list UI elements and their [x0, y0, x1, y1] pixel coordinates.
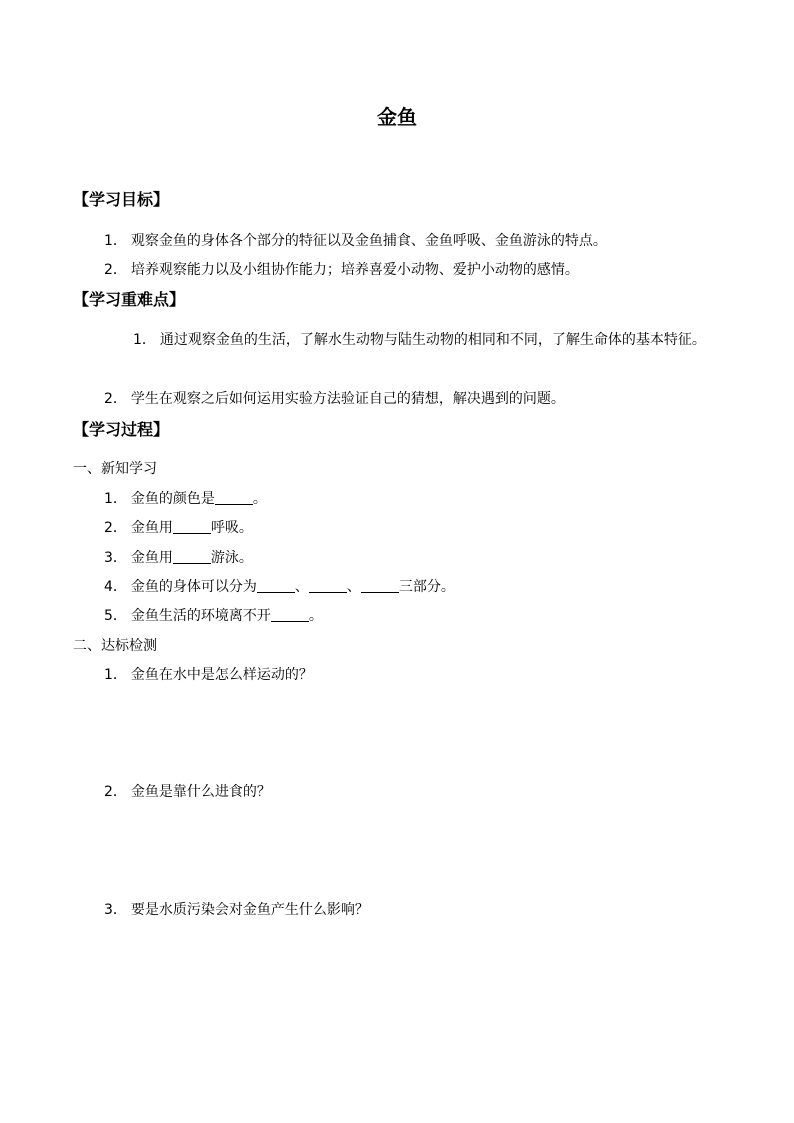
- fill-text: 金鱼的颜色是: [130, 491, 215, 507]
- answer-blank[interactable]: [361, 578, 399, 593]
- document-title: 金鱼: [377, 105, 417, 129]
- goal-text: 观察金鱼的身体各个部分的特征以及金鱼捕食、金鱼呼吸、金鱼游泳的特点。: [130, 233, 607, 249]
- process-heading: 【学习过程】: [73, 420, 170, 439]
- goal-item-2: [104, 260, 579, 280]
- fill-text: 、: [346, 579, 361, 595]
- question-item-1: [104, 665, 313, 685]
- fill-item-2: [104, 518, 253, 538]
- question-number: 2．: [104, 784, 127, 800]
- fill-text: 游泳。: [210, 550, 253, 566]
- key-point-number: 1．: [133, 332, 156, 348]
- section-label-assessment: 二、达标检测: [73, 638, 157, 654]
- answer-blank[interactable]: [215, 490, 253, 505]
- answer-blank[interactable]: [257, 578, 295, 593]
- fill-number: 4．: [104, 579, 127, 595]
- question-text: 金鱼在水中是怎么样运动的？: [130, 667, 313, 683]
- fill-text: 、: [294, 579, 309, 595]
- key-point-number: 2．: [104, 391, 127, 407]
- question-item-3: [104, 900, 369, 920]
- fill-number: 1．: [104, 491, 127, 507]
- fill-text: 。: [308, 608, 323, 624]
- fill-number: 2．: [104, 520, 127, 536]
- fill-number: 3．: [104, 550, 127, 566]
- fill-number: 5．: [104, 608, 127, 624]
- fill-item-1: [104, 489, 267, 509]
- goal-item-1: [104, 231, 607, 251]
- key-point-text: 学生在观察之后如何运用实验方法验证自己的猜想，解决遇到的问题。: [130, 391, 565, 407]
- key-point-text: 通过观察金鱼的生活，了解水生动物与陆生动物的相同和不同，了解生命体的基本特征。: [159, 332, 706, 348]
- fill-text: 。: [252, 491, 267, 507]
- fill-text: 三部分。: [398, 579, 455, 595]
- fill-item-5: [104, 606, 323, 626]
- question-item-2: [104, 782, 271, 802]
- fill-text: 金鱼用: [130, 550, 173, 566]
- fill-item-3: [104, 548, 253, 568]
- fill-text: 金鱼生活的环境离不开: [130, 608, 271, 624]
- fill-text: 呼吸。: [210, 520, 253, 536]
- goal-number: 1．: [104, 233, 127, 249]
- question-text: 金鱼是靠什么进食的？: [130, 784, 271, 800]
- answer-blank[interactable]: [309, 578, 347, 593]
- answer-blank[interactable]: [173, 549, 211, 564]
- answer-blank[interactable]: [173, 519, 211, 534]
- goal-text: 培养观察能力以及小组协作能力；培养喜爱小动物、爱护小动物的感情。: [130, 262, 579, 278]
- goals-heading: 【学习目标】: [73, 190, 170, 209]
- key-point-item-2: [104, 389, 565, 409]
- fill-text: 金鱼用: [130, 520, 173, 536]
- section-label-new-knowledge: 一、新知学习: [73, 461, 157, 477]
- key-point-item-1: [73, 325, 723, 355]
- goal-number: 2．: [104, 262, 127, 278]
- question-number: 1．: [104, 667, 127, 683]
- question-text: 要是水质污染会对金鱼产生什么影响？: [130, 902, 369, 918]
- fill-text: 金鱼的身体可以分为: [130, 579, 257, 595]
- key-points-heading: 【学习重难点】: [73, 290, 186, 309]
- answer-blank[interactable]: [271, 607, 309, 622]
- fill-item-4: [104, 577, 455, 597]
- question-number: 3．: [104, 902, 127, 918]
